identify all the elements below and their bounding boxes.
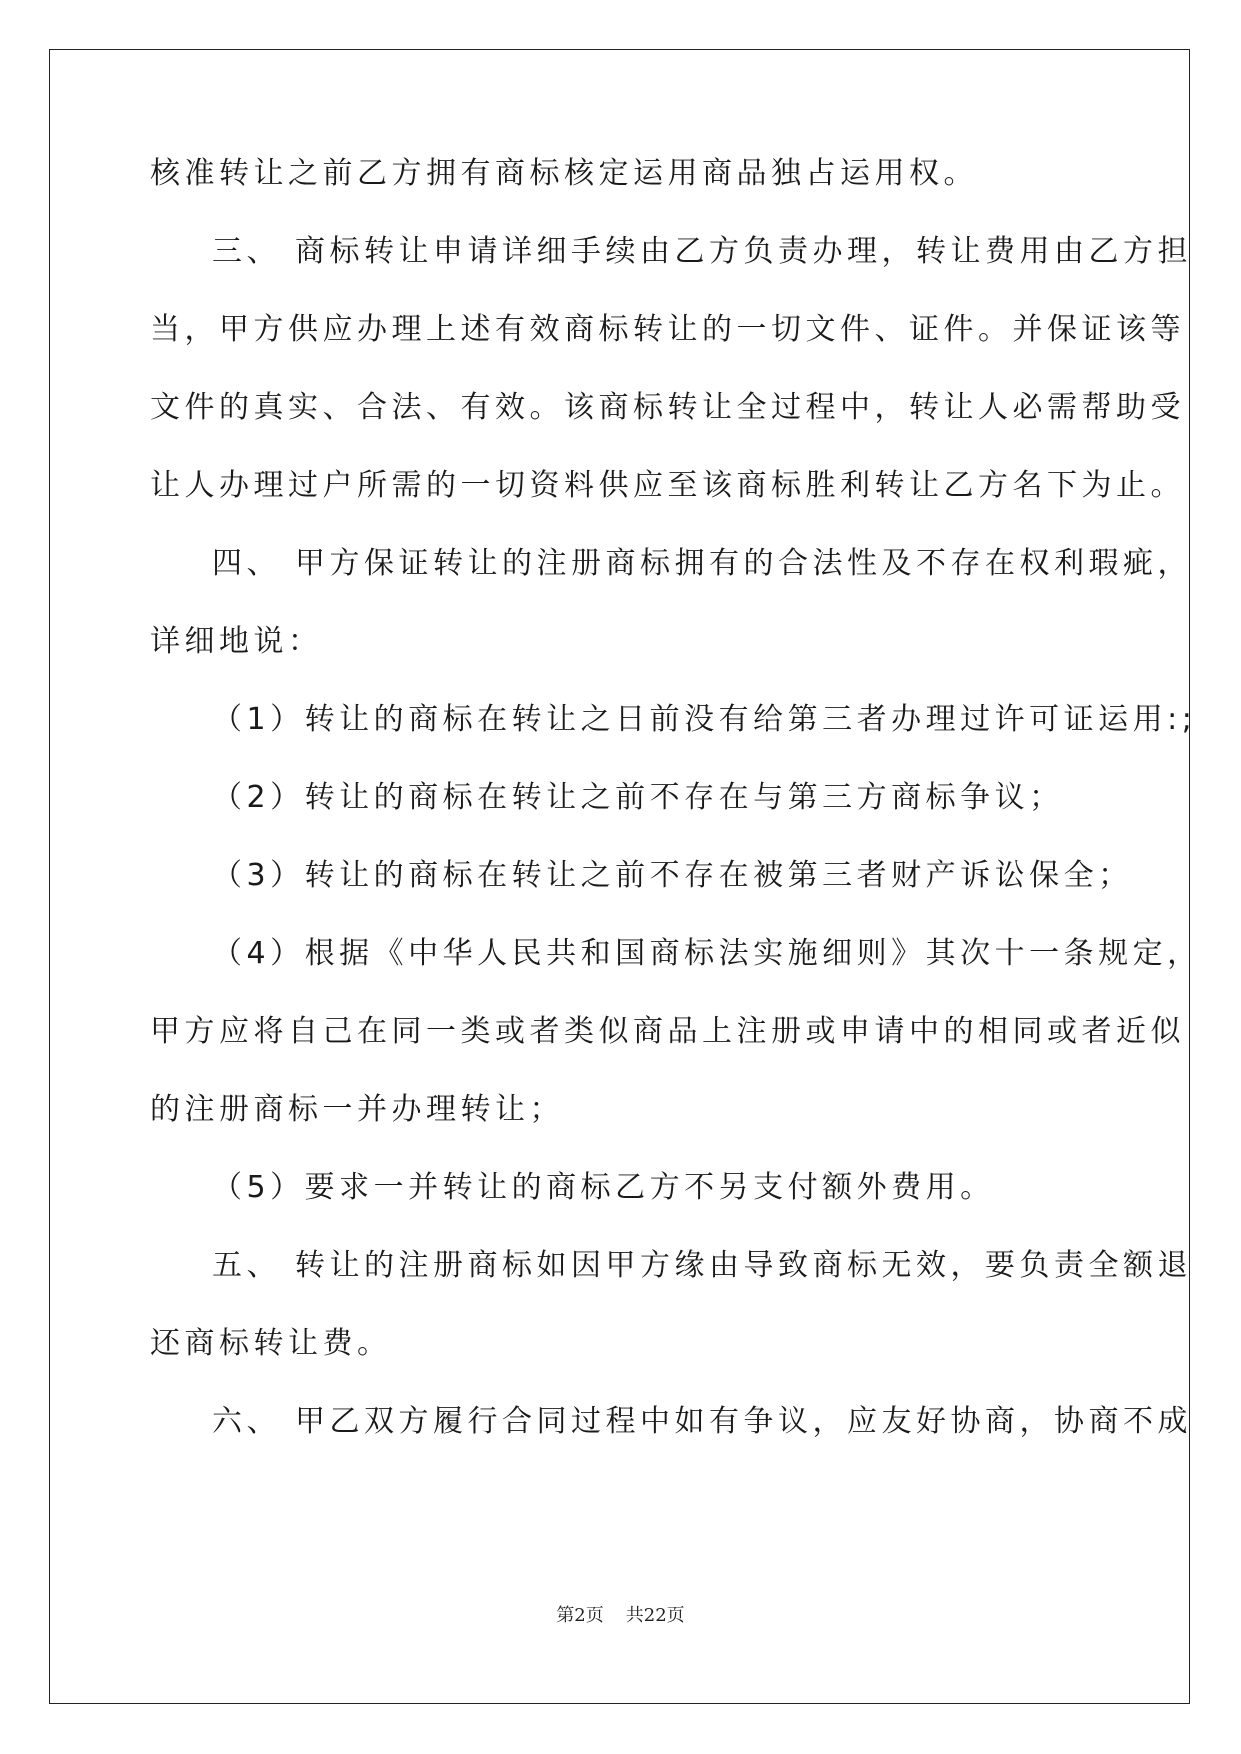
- text-line: 四、 甲方保证转让的注册商标拥有的合法性及不存在权利瑕疵，: [212, 546, 1193, 581]
- page-footer: [0, 1604, 1241, 1628]
- text-line: （4）根据《中华人民共和国商标法实施细则》其次十一条规定，: [212, 936, 1202, 971]
- text-line: 六、 甲乙双方履行合同过程中如有争议，应友好协商，协商不成: [212, 1404, 1193, 1439]
- text-line: 甲方应将自己在同一类或者类似商品上注册或申请中的相同或者近似: [150, 1014, 1185, 1049]
- text-line: 还商标转让费。: [150, 1326, 392, 1361]
- text-line: （3）转让的商标在转让之前不存在被第三者财产诉讼保全；: [212, 858, 1133, 893]
- text-line: 五、 转让的注册商标如因甲方缘由导致商标无效，要负责全额退: [212, 1248, 1193, 1283]
- text-line: 文件的真实、合法、有效。该商标转让全过程中，转让人必需帮助受: [150, 390, 1185, 425]
- text-line: 核准转让之前乙方拥有商标核定运用商品独占运用权。: [150, 156, 978, 191]
- text-line: 让人办理过户所需的一切资料供应至该商标胜利转让乙方名下为止。: [150, 468, 1185, 503]
- text-line: 当，甲方供应办理上述有效商标转让的一切文件、证件。并保证该等: [150, 312, 1185, 347]
- page-number: 第2页: [556, 1605, 604, 1626]
- page-total: 共22页: [625, 1605, 685, 1626]
- text-line: （5）要求一并转让的商标乙方不另支付额外费用。: [212, 1170, 995, 1205]
- text-line: 的注册商标一并办理转让；: [150, 1092, 564, 1127]
- text-line: （1）转让的商标在转让之日前没有给第三者办理过许可证运用:;: [212, 702, 1197, 737]
- text-line: 详细地说：: [150, 624, 323, 659]
- text-line: （2）转让的商标在转让之前不存在与第三方商标争议；: [212, 780, 1064, 815]
- text-line: 三、 商标转让申请详细手续由乙方负责办理，转让费用由乙方担: [212, 234, 1193, 269]
